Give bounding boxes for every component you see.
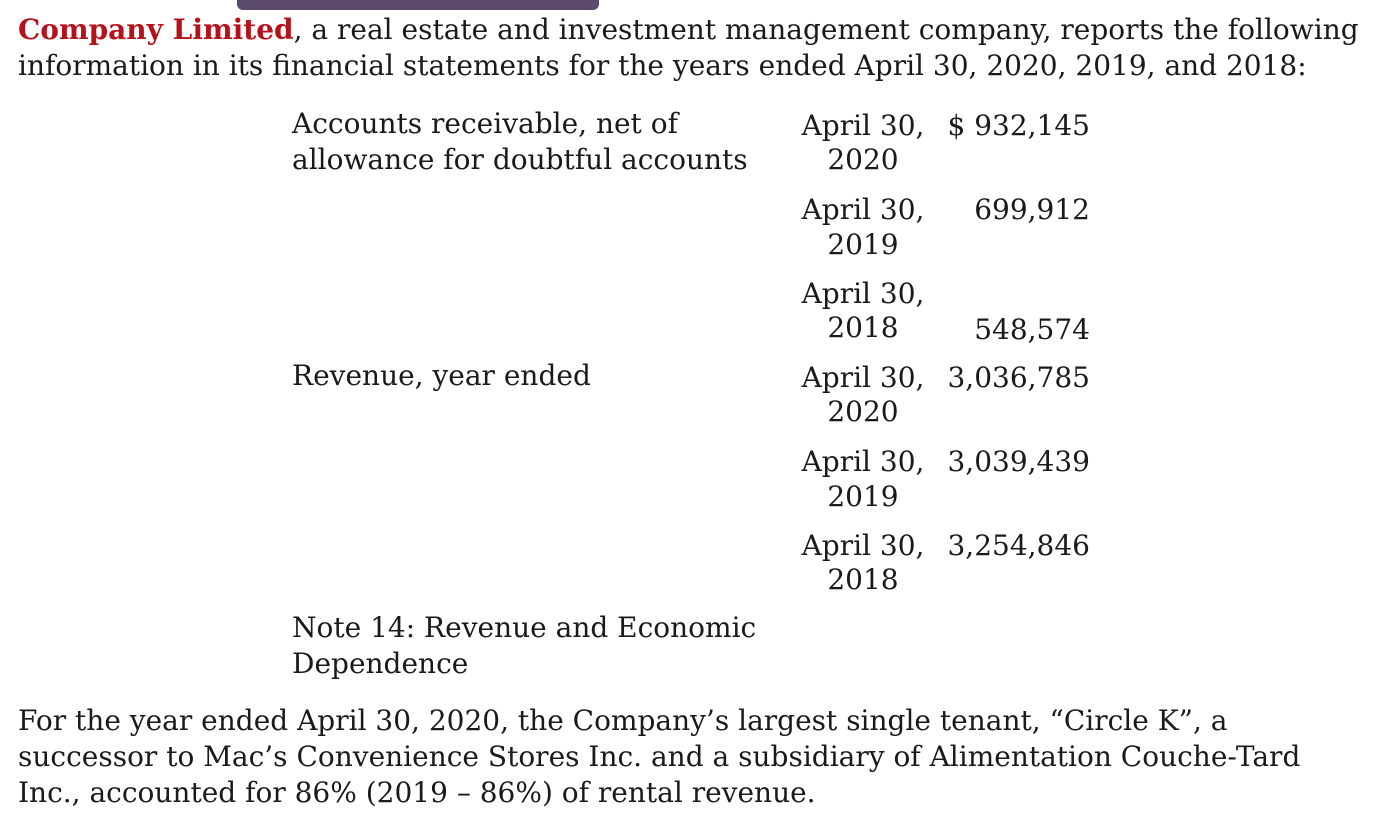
rev-date-2019-line2: 2019 bbox=[827, 480, 899, 513]
ar-amount-2018: 548,574 bbox=[974, 313, 1090, 346]
ar-amount-2020: $ 932,145 bbox=[947, 109, 1090, 142]
rev-amount-2018: 3,254,846 bbox=[947, 529, 1090, 562]
rev-date-2018-line2: 2018 bbox=[827, 563, 899, 596]
intro-text: , a real estate and investment management company, reports the following information in its financial statements for the years ended April 30, 2020, 2019, and 2018: bbox=[18, 13, 1359, 82]
ar-label-line2: allowance for doubtful accounts bbox=[292, 143, 748, 176]
ar-date-2019-line1: April 30, bbox=[801, 193, 925, 226]
rev-date-2018-line1: April 30, bbox=[801, 529, 925, 562]
rev-date-2019-line1: April 30, bbox=[801, 445, 925, 478]
ar-date-2020-line1: April 30, bbox=[801, 109, 925, 142]
ar-label-line1: Accounts receivable, net of bbox=[292, 107, 678, 140]
rev-amount-2020: 3,036,785 bbox=[947, 361, 1090, 394]
company-name: Company Limited bbox=[18, 13, 294, 46]
intro-paragraph bbox=[18, 12, 1363, 84]
note-heading-line2: Dependence bbox=[292, 647, 469, 680]
ar-date-2018-line1: April 30, bbox=[801, 277, 925, 310]
note-heading-line1: Note 14: Revenue and Economic bbox=[292, 611, 757, 644]
ar-amount-2019: 699,912 bbox=[974, 193, 1090, 226]
ar-date-2018-line2: 2018 bbox=[827, 311, 899, 344]
ar-date-2019-line2: 2019 bbox=[827, 228, 899, 261]
rev-date-2020-line2: 2020 bbox=[827, 395, 899, 428]
revenue-label: Revenue, year ended bbox=[292, 359, 591, 392]
closing-paragraph: For the year ended April 30, 2020, the Company’s largest single tenant, “Circle K”, a successor to Mac’s Convenience Stores Inc. and a subsidiary of Alimentation Couche-Tard Inc., accounted for 86% (2019 – 86%) of rental revenue. bbox=[18, 704, 1301, 809]
rev-date-2020-line1: April 30, bbox=[801, 361, 925, 394]
rev-amount-2019: 3,039,439 bbox=[947, 445, 1090, 478]
header-tab-decoration bbox=[237, 0, 599, 10]
ar-date-2020-line2: 2020 bbox=[827, 143, 899, 176]
